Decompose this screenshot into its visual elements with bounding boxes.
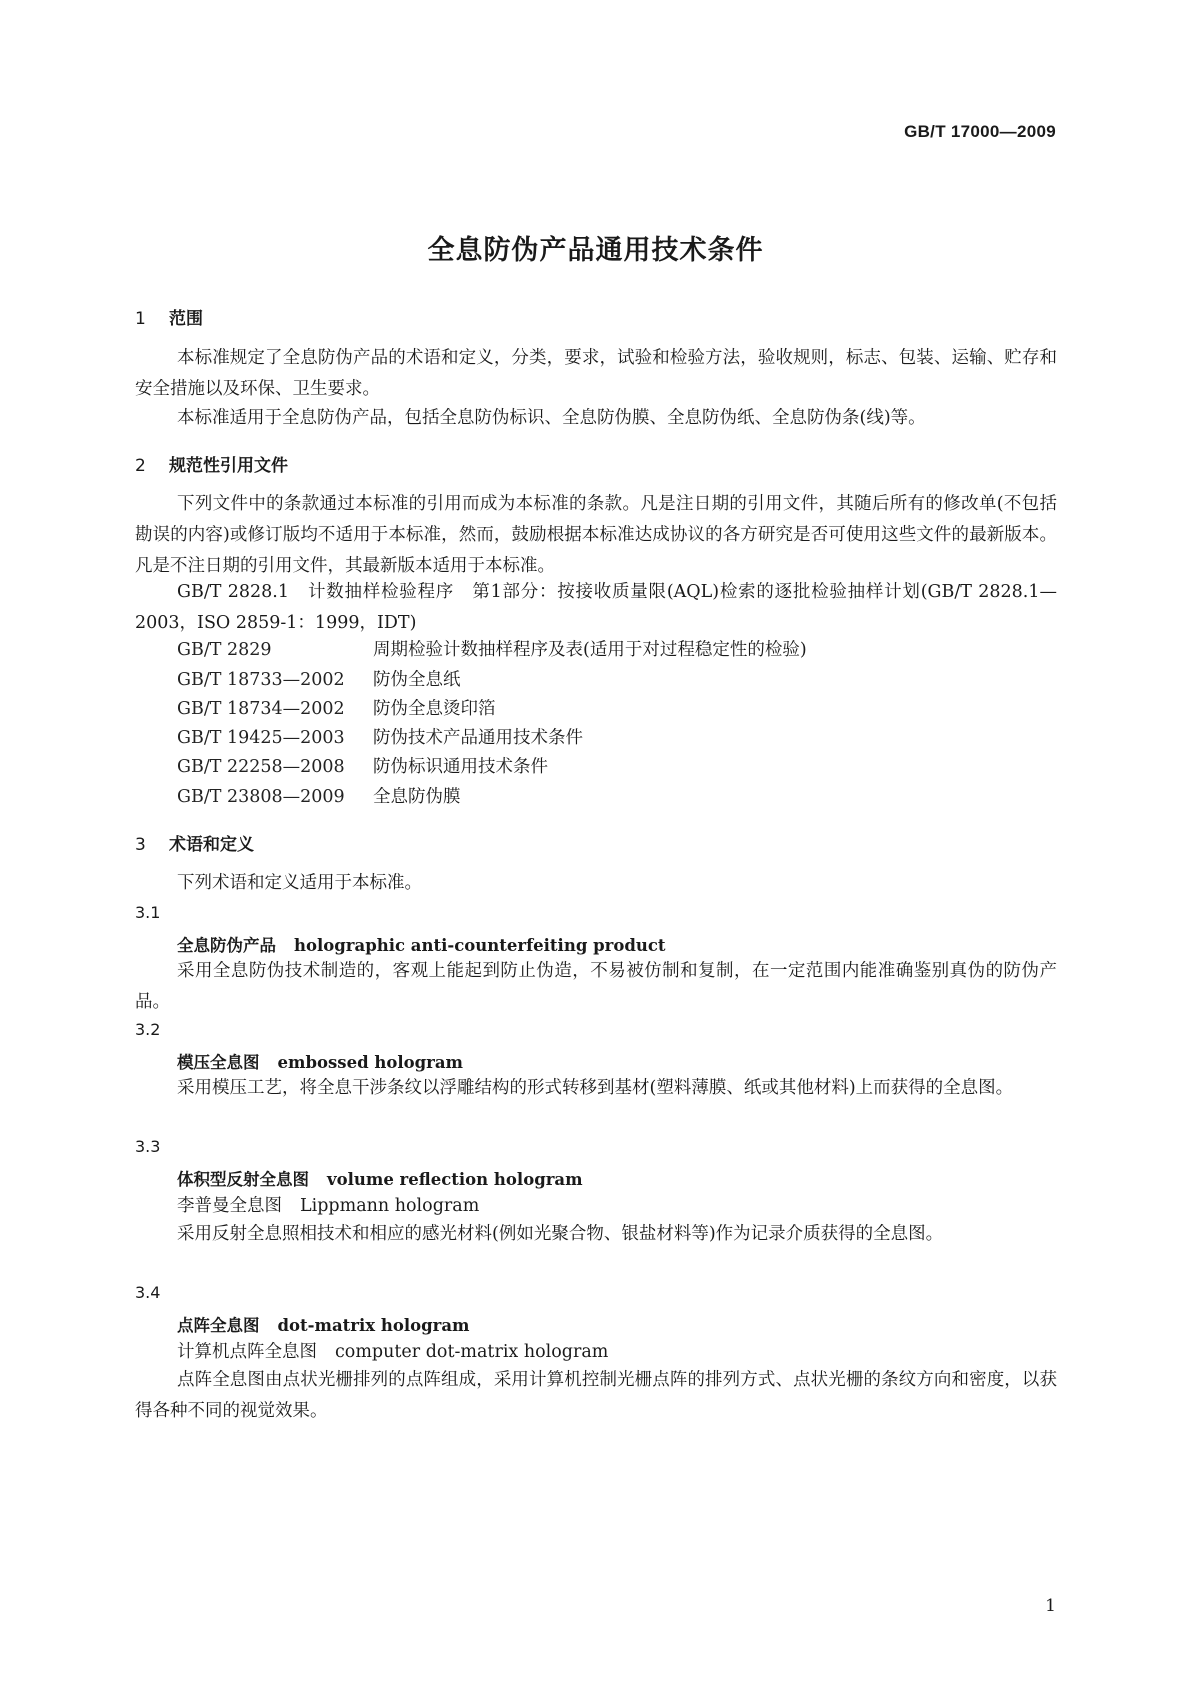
reference-title: 防伪全息烫印箔 bbox=[373, 699, 496, 719]
reference-title: 全息防伪膜 bbox=[373, 787, 461, 807]
term-heading bbox=[177, 1312, 469, 1336]
term-en: volume reflection hologram bbox=[327, 1170, 583, 1189]
paragraph: 本标准规定了全息防伪产品的术语和定义，分类，要求，试验和检验方法，验收规则，标志、包装、运输、贮存和安全措施以及环保、卫生要求。 bbox=[135, 348, 1057, 399]
term-zh: 点阵全息图 bbox=[177, 1316, 260, 1335]
reference-entry: GB/T 2828.1 计数抽样检验程序 第1部分：按接收质量限(AQL)检索的逐批检验抽样计划(GB/T 2828.1—2003，ISO 2859-1：1999，IDT) bbox=[135, 582, 1057, 633]
section-number: 1 bbox=[135, 309, 146, 329]
section-1-heading bbox=[135, 304, 203, 329]
document-title: 全息防伪产品通用技术条件 bbox=[427, 235, 764, 266]
reference-code: GB/T 22258—2008 bbox=[177, 757, 345, 777]
alt-term-en: computer dot-matrix hologram bbox=[335, 1342, 609, 1362]
reference-title: 防伪技术产品通用技术条件 bbox=[373, 728, 583, 748]
reference-entry bbox=[177, 635, 1057, 666]
term-en: embossed hologram bbox=[277, 1053, 464, 1072]
section-number: 2 bbox=[135, 456, 146, 476]
reference-entry bbox=[177, 723, 1057, 754]
term-zh: 全息防伪产品 bbox=[177, 936, 276, 955]
term-definition: 采用全息防伪技术制造的，客观上能起到防止伪造，不易被仿制和复制，在一定范围内能准确鉴别真伪的防伪产品。 bbox=[135, 961, 1057, 1012]
section-title: 术语和定义 bbox=[169, 835, 254, 855]
alt-term-zh: 李普曼全息图 bbox=[177, 1196, 282, 1216]
alternate-term bbox=[177, 1338, 608, 1363]
reference-entry bbox=[177, 782, 1057, 813]
reference-code: GB/T 2829 bbox=[177, 640, 272, 660]
reference-code: GB/T 18734—2002 bbox=[177, 699, 345, 719]
reference-code: GB/T 18733—2002 bbox=[177, 670, 345, 690]
paragraph: 下列文件中的条款通过本标准的引用而成为本标准的条款。凡是注日期的引用文件，其随后所有的修改单(不包括勘误的内容)或修订版均不适用于本标准，然而，鼓励根据本标准达成协议的各方研究是否可使用这些文件的最新版本。凡是不注日期的引用文件，其最新版本适用于本标准。 bbox=[135, 494, 1057, 576]
term-definition: 采用反射全息照相技术和相应的感光材料(例如光聚合物、银盐材料等)作为记录介质获得的全息图。 bbox=[177, 1224, 944, 1244]
reference-title: 防伪全息纸 bbox=[373, 670, 461, 690]
clause-number: 3.2 bbox=[135, 1020, 161, 1039]
section-title: 规范性引用文件 bbox=[169, 456, 288, 476]
term-definition: 点阵全息图由点状光栅排列的点阵组成，采用计算机控制光栅点阵的排列方式、点状光栅的条纹方向和密度，以获得各种不同的视觉效果。 bbox=[135, 1370, 1057, 1421]
reference-entry bbox=[177, 694, 1057, 725]
section-number: 3 bbox=[135, 835, 146, 855]
clause-number: 3.3 bbox=[135, 1137, 161, 1156]
term-heading bbox=[177, 1166, 583, 1190]
alternate-term bbox=[177, 1192, 479, 1217]
section-3-heading bbox=[135, 830, 254, 855]
term-en: holographic anti-counterfeiting product bbox=[294, 936, 666, 955]
clause-number: 3.1 bbox=[135, 903, 161, 922]
term-en: dot-matrix hologram bbox=[277, 1316, 470, 1335]
page-number: 1 bbox=[1045, 1596, 1056, 1616]
alt-term-zh: 计算机点阵全息图 bbox=[177, 1342, 317, 1362]
clause-number: 3.4 bbox=[135, 1283, 161, 1302]
term-zh: 模压全息图 bbox=[177, 1053, 260, 1072]
paragraph: 下列术语和定义适用于本标准。 bbox=[177, 873, 422, 893]
term-definition: 采用模压工艺，将全息干涉条纹以浮雕结构的形式转移到基材(塑料薄膜、纸或其他材料)上而获得的全息图。 bbox=[177, 1078, 1014, 1098]
reference-entry bbox=[177, 752, 1057, 783]
alt-term-en: Lippmann hologram bbox=[300, 1196, 480, 1216]
term-heading bbox=[177, 1049, 463, 1073]
term-zh: 体积型反射全息图 bbox=[177, 1170, 309, 1189]
reference-title: 周期检验计数抽样程序及表(适用于对过程稳定性的检验) bbox=[373, 640, 807, 660]
reference-title: 防伪标识通用技术条件 bbox=[373, 757, 548, 777]
reference-code: GB/T 23808—2009 bbox=[177, 787, 345, 807]
term-heading bbox=[177, 932, 666, 956]
section-title: 范围 bbox=[169, 309, 203, 329]
paragraph: 本标准适用于全息防伪产品，包括全息防伪标识、全息防伪膜、全息防伪纸、全息防伪条(线)等。 bbox=[177, 408, 926, 428]
section-2-heading bbox=[135, 451, 288, 476]
reference-code: GB/T 19425—2003 bbox=[177, 728, 345, 748]
standard-code: GB/T 17000—2009 bbox=[904, 122, 1056, 141]
reference-entry bbox=[177, 665, 1057, 696]
